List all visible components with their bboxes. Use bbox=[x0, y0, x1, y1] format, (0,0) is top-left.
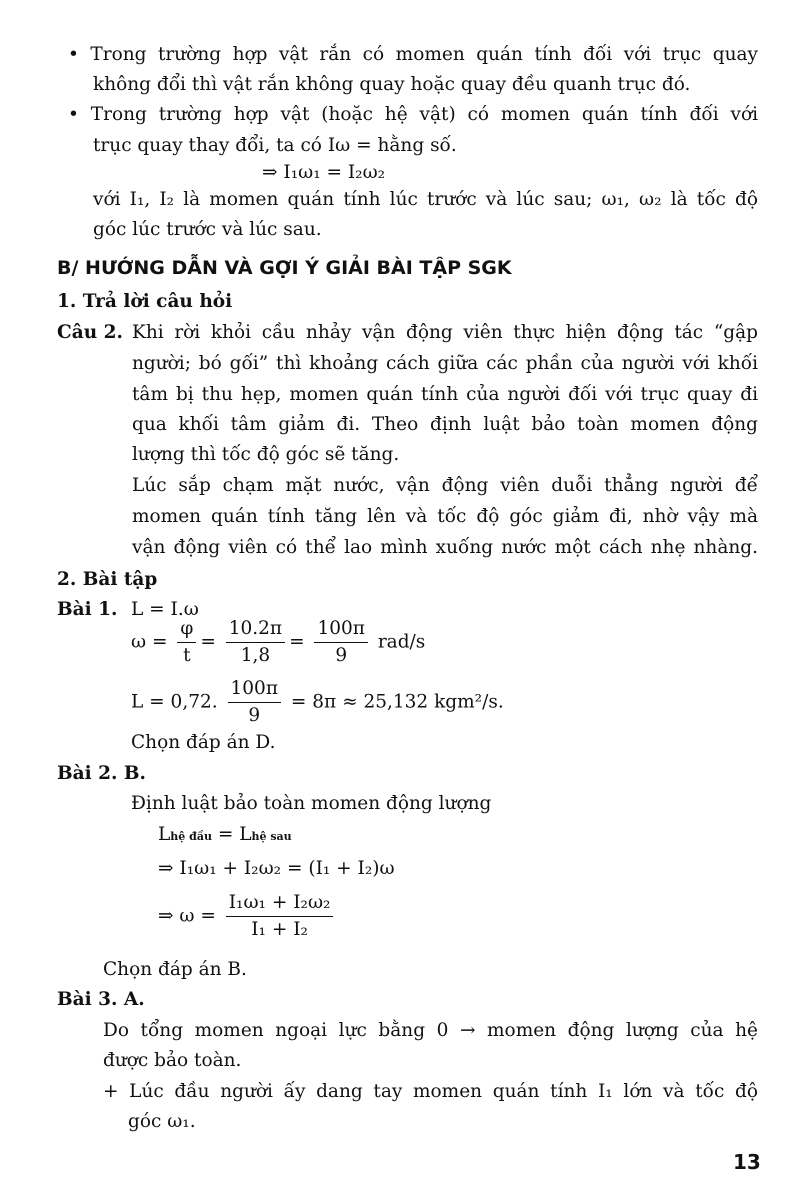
text-line: • Trong trường hợp vật (hoặc hệ vật) có momen quán tính đối với bbox=[68, 104, 758, 125]
text-line: không đổi thì vật rắn không quay hoặc quay đều quanh trục đó. bbox=[93, 74, 691, 95]
page-number: 13 bbox=[733, 1150, 761, 1174]
equation bbox=[158, 890, 337, 943]
fraction bbox=[228, 676, 281, 729]
section-heading: B/ HƯỚNG DẪN VÀ GỢI Ý GIẢI BÀI TẬP SGK bbox=[57, 257, 512, 279]
equation: ⇒ I₁ω₁ + I₂ω₂ = (I₁ + I₂)ω bbox=[158, 858, 395, 879]
formula: ⇒ I₁ω₁ = I₂ω₂ bbox=[262, 162, 386, 183]
equation: ω = $\frac{\varphi}{t}$ = $\frac{10.2\pi}{1,8}$ = $\frac{100\pi}{9}$ rad/s bbox=[131, 616, 425, 669]
text-line: Khi rời khỏi cầu nhảy vận động viên thực hiện động tác “gập bbox=[132, 322, 758, 343]
text-line: Định luật bảo toàn momen động lượng bbox=[131, 793, 492, 814]
denominator: I₁ + I₂ bbox=[251, 919, 308, 940]
subscript: hệ đầu bbox=[170, 830, 212, 843]
answer: Chọn đáp án B. bbox=[103, 959, 247, 980]
text-line: góc lúc trước và lúc sau. bbox=[93, 219, 322, 240]
question-label: Câu 2. bbox=[57, 322, 123, 343]
subscript: hệ sau bbox=[251, 830, 292, 843]
text-line: với I₁, I₂ là momen quán tính lúc trước và lúc sau; ω₁, ω₂ là tốc độ bbox=[93, 189, 758, 210]
exercise-label: Bài 2. B. bbox=[57, 763, 146, 784]
equation bbox=[131, 676, 504, 729]
part1-title: 1. Trả lời câu hỏi bbox=[57, 291, 233, 312]
eq-lhs: L = 0,72. bbox=[131, 691, 218, 713]
fraction bbox=[314, 616, 367, 669]
numerator: 100π bbox=[228, 676, 281, 703]
exercise-label: Bài 1. bbox=[57, 599, 118, 620]
fraction bbox=[226, 890, 334, 943]
answer: Chọn đáp án D. bbox=[131, 732, 276, 753]
numerator: I₁ω₁ + I₂ω₂ bbox=[226, 890, 334, 917]
text-line: lượng thì tốc độ góc sẽ tăng. bbox=[132, 444, 400, 465]
symbol: L bbox=[158, 824, 171, 845]
text-line: Do tổng momen ngoại lực bằng 0 → momen động lượng của hệ bbox=[103, 1020, 758, 1041]
part2-title: 2. Bài tập bbox=[57, 569, 158, 590]
numerator: 10.2π bbox=[226, 616, 285, 643]
text-line: người; bó gối” thì khoảng cách giữa các phần của người với khối bbox=[132, 353, 758, 374]
text-line: trục quay thay đổi, ta có Iω = hằng số. bbox=[93, 135, 457, 156]
numerator: 100π bbox=[314, 616, 367, 643]
exercise-label: Bài 3. A. bbox=[57, 989, 145, 1010]
numerator: φ bbox=[177, 616, 196, 643]
denominator: t bbox=[183, 645, 191, 666]
equation: L = I.ω bbox=[131, 599, 199, 620]
fraction bbox=[177, 616, 196, 669]
text-line: vận động viên có thể lao mình xuống nước một cách nhẹ nhàng. bbox=[132, 537, 758, 558]
equation bbox=[158, 823, 292, 849]
text-line: góc ω₁. bbox=[128, 1111, 196, 1132]
text-line: • Trong trường hợp vật rắn có momen quán tính đối với trục quay bbox=[68, 44, 758, 65]
denominator: 9 bbox=[335, 645, 348, 666]
eq-rhs: = 8π ≈ 25,132 kgm²/s. bbox=[290, 691, 504, 713]
text-line: tâm bị thu hẹp, momen quán tính của người đối với trục quay đi bbox=[132, 384, 758, 405]
denominator: 1,8 bbox=[240, 645, 271, 666]
text-line: Lúc sắp chạm mặt nước, vận động viên duỗi thẳng người để bbox=[132, 475, 758, 496]
text-line: + Lúc đầu người ấy dang tay momen quán tính I₁ lớn và tốc độ bbox=[103, 1081, 758, 1102]
unit: rad/s bbox=[377, 631, 426, 653]
fraction bbox=[226, 616, 285, 669]
denominator: 9 bbox=[248, 705, 261, 726]
eq-lhs: ω = bbox=[131, 631, 168, 653]
symbol: = L bbox=[211, 824, 252, 845]
eq-lhs: ⇒ ω = bbox=[158, 905, 216, 927]
text-line: được bảo toàn. bbox=[103, 1050, 242, 1071]
text-line: momen quán tính tăng lên và tốc độ góc giảm đi, nhờ vậy mà bbox=[132, 506, 758, 527]
text-line: qua khối tâm giảm đi. Theo định luật bảo toàn momen động bbox=[132, 414, 758, 435]
